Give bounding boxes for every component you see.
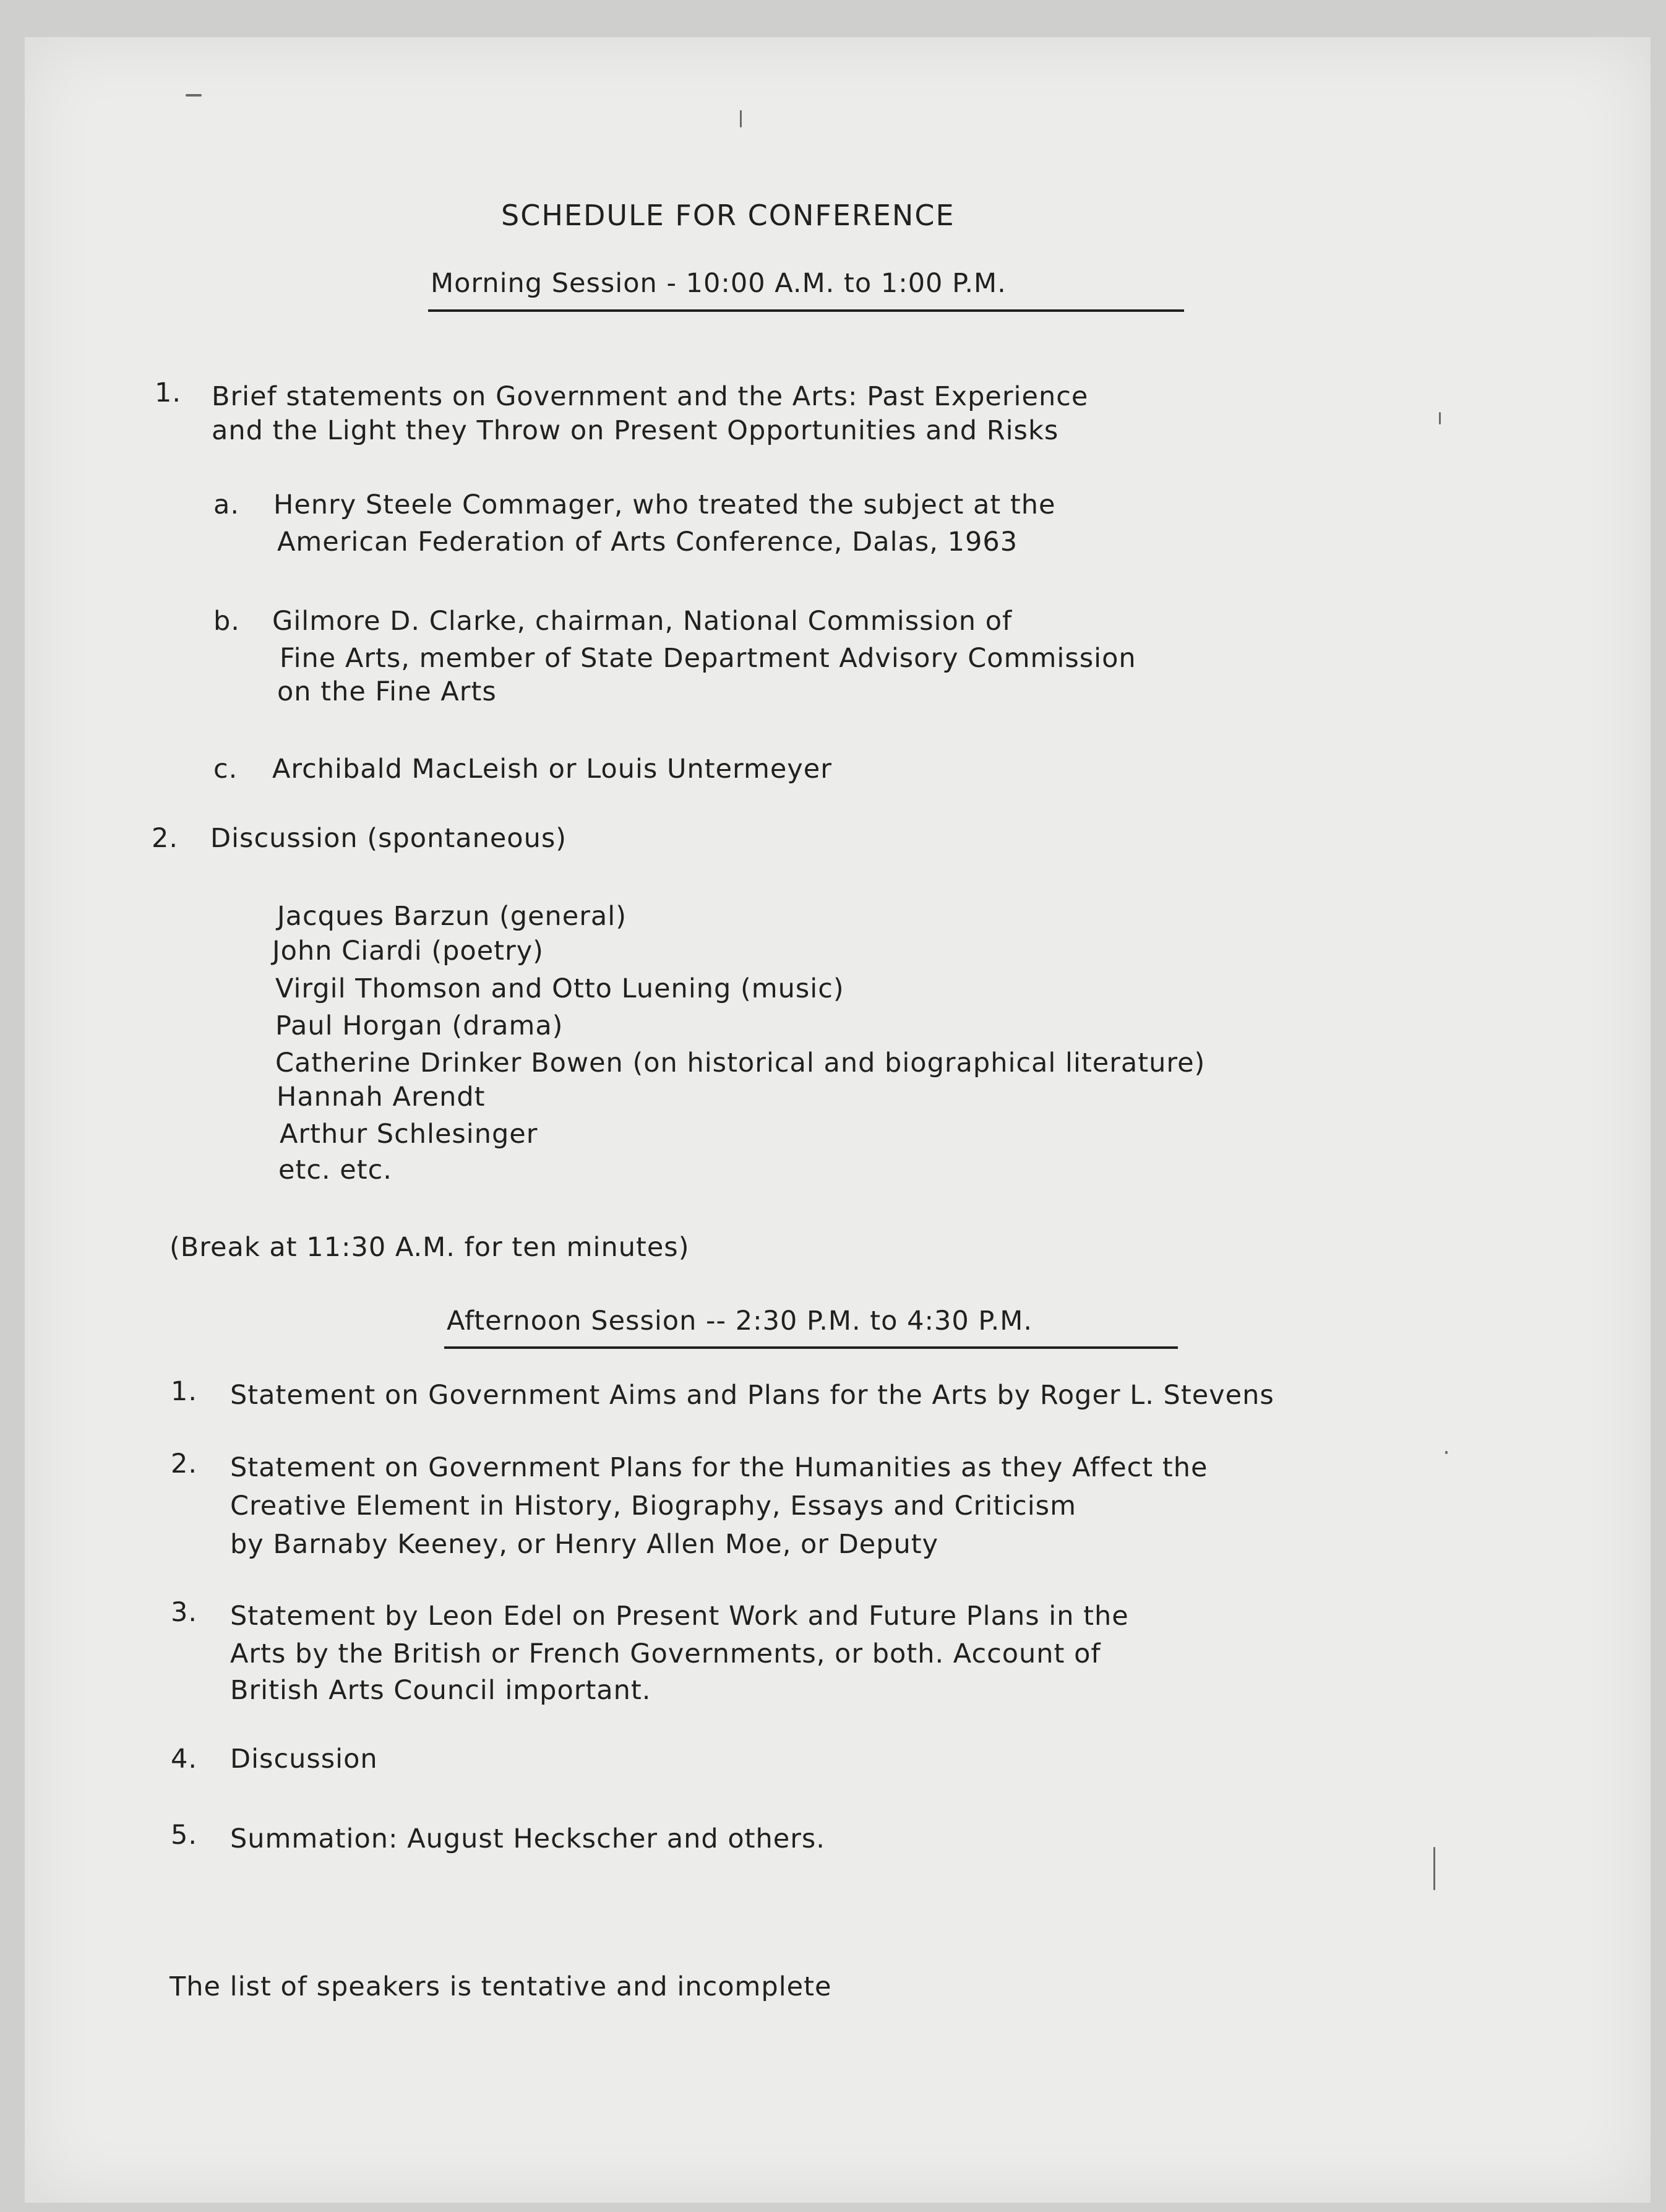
morning-item-2-line-1: Discussion (spontaneous) [210, 823, 567, 854]
afternoon-item-3-line-1: Statement by Leon Edel on Present Work and Future Plans in the [230, 1601, 1129, 1632]
discussant-item: Arthur Schlesinger [280, 1119, 538, 1150]
break-note: (Break at 11:30 A.M. for ten minutes) [170, 1232, 690, 1263]
afternoon-heading-underline [444, 1346, 1178, 1349]
afternoon-item-4-number: 4. [171, 1744, 198, 1775]
morning-item-1-number: 1. [155, 377, 182, 408]
scan-speck [186, 94, 202, 97]
morning-item-2-number: 2. [152, 823, 179, 854]
sub-item-b-line-2: Fine Arts, member of State Department Advisory Commission [280, 643, 1136, 674]
afternoon-item-1-line-1: Statement on Government Aims and Plans for the Arts by Roger L. Stevens [230, 1380, 1274, 1411]
discussant-item: Virgil Thomson and Otto Luening (music) [275, 973, 844, 1004]
afternoon-item-3-number: 3. [171, 1597, 198, 1628]
sub-item-c-line-1: Archibald MacLeish or Louis Untermeyer [272, 754, 832, 785]
morning-heading-underline [428, 309, 1184, 312]
afternoon-item-5-line-1: Summation: August Heckscher and others. [230, 1823, 825, 1854]
sub-item-b-line-3: on the Fine Arts [277, 676, 497, 707]
document-page [25, 37, 1651, 2203]
morning-session-heading: Morning Session - 10:00 A.M. to 1:00 P.M. [431, 268, 1007, 299]
scan-speck [1445, 1451, 1448, 1454]
sub-item-b-line-1: Gilmore D. Clarke, chairman, National Commission of [272, 606, 1013, 637]
scan-speck [1433, 1847, 1435, 1890]
discussant-item: Catherine Drinker Bowen (on historical and biographical literature) [275, 1048, 1206, 1078]
sub-item-c-letter: c. [213, 754, 238, 785]
discussant-item: etc. etc. [278, 1155, 392, 1186]
afternoon-item-1-number: 1. [171, 1376, 198, 1407]
sub-item-a-letter: a. [213, 489, 240, 520]
afternoon-item-2-line-2: Creative Element in History, Biography, Essays and Criticism [230, 1491, 1076, 1521]
scan-speck [740, 110, 742, 127]
sub-item-b-letter: b. [213, 606, 240, 637]
afternoon-item-2-line-3: by Barnaby Keeney, or Henry Allen Moe, or Deputy [230, 1529, 939, 1560]
discussant-item: Paul Horgan (drama) [275, 1010, 564, 1041]
footer-note: The list of speakers is tentative and incomplete [170, 1971, 832, 2002]
discussant-item: John Ciardi (poetry) [272, 936, 544, 966]
afternoon-item-2-number: 2. [171, 1448, 198, 1479]
sub-item-a-line-1: Henry Steele Commager, who treated the subject at the [273, 489, 1056, 520]
afternoon-item-3-line-3: British Arts Council important. [230, 1675, 651, 1706]
afternoon-item-5-number: 5. [171, 1820, 198, 1851]
afternoon-item-4-line-1: Discussion [230, 1744, 378, 1775]
afternoon-item-2-line-1: Statement on Government Plans for the Humanities as they Affect the [230, 1452, 1208, 1483]
page-title: SCHEDULE FOR CONFERENCE [501, 199, 955, 232]
morning-item-1-line-2: and the Light they Throw on Present Opportunities and Risks [212, 415, 1059, 446]
scan-speck [1439, 412, 1441, 424]
discussant-item: Jacques Barzun (general) [277, 901, 627, 932]
afternoon-session-heading: Afternoon Session -- 2:30 P.M. to 4:30 P.M. [447, 1306, 1033, 1336]
afternoon-item-3-line-2: Arts by the British or French Governments, or both. Account of [230, 1638, 1101, 1669]
sub-item-a-line-2: American Federation of Arts Conference, Dalas, 1963 [277, 527, 1018, 557]
morning-item-1-line-1: Brief statements on Government and the Arts: Past Experience [212, 381, 1089, 412]
discussant-item: Hannah Arendt [277, 1082, 486, 1112]
